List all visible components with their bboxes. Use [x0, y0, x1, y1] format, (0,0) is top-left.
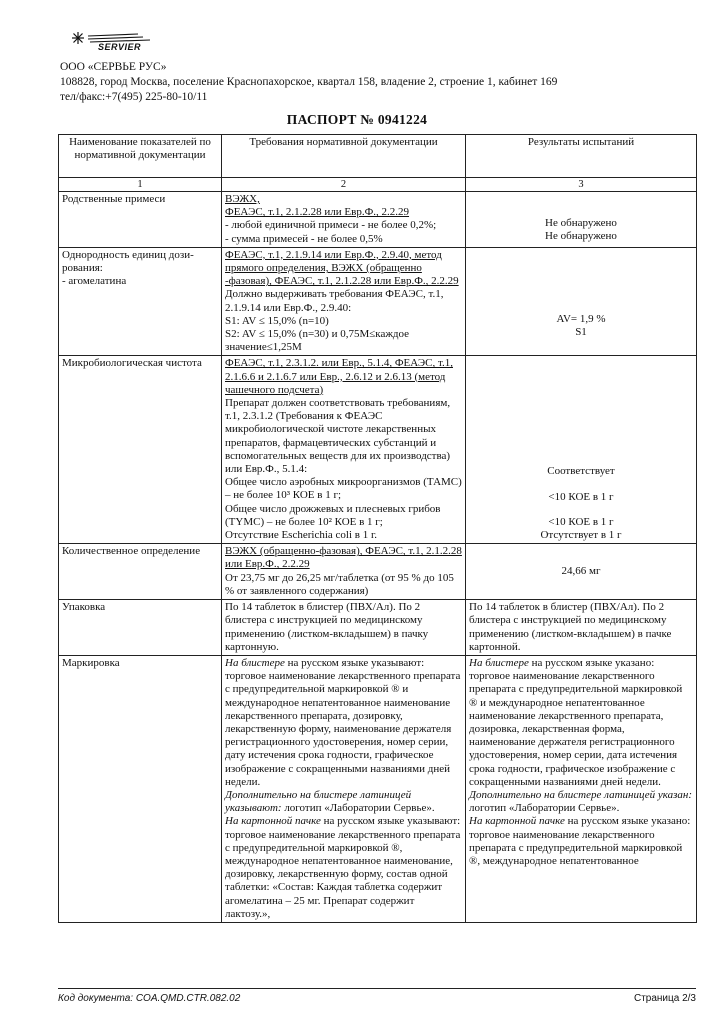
uniformity-req-2: Должно выдерживать требования ФЕАЭС, т.1, 2.1.9.14 или Евр.Ф., 2.9.40: — [225, 288, 444, 314]
marking-res-latin-text: логотип «Лаборатории Сервье». — [469, 802, 620, 815]
marking-res-carton-label: На картонной пачке — [469, 815, 565, 828]
related-req-line1: ВЭЖХ, — [225, 193, 260, 205]
marking-res-carton-text: на русском языке указано: торговое наименование лекарственного препарата с предупредительной маркировкой ®, международное непатентованное — [469, 815, 691, 867]
uniformity-result-av: AV= 1,9 % — [556, 312, 606, 325]
marking-req-blister-label: На блистере — [225, 656, 285, 669]
table-header-row — [59, 135, 697, 178]
header-results: Результаты испытаний — [466, 135, 697, 178]
quant-req-1: ВЭЖХ (обращенно-фазовая), ФЕАЭС, т.1, 2.1.2.28 или Евр.Ф., 2.2.29 — [225, 545, 462, 571]
related-req-line2: ФЕАЭС, т.1, 2.1.2.28 или Евр.Ф., 2.2.29 — [225, 206, 410, 219]
micro-requirements — [222, 356, 466, 544]
marking-name: Маркировка — [59, 655, 222, 922]
table-row-assay — [59, 544, 697, 600]
related-result-1: Не обнаружено — [545, 217, 617, 229]
micro-result-4: Отсутствует в 1 г — [540, 529, 622, 542]
marking-req-latin-text: логотип «Лаборатории Сервье». — [281, 802, 435, 815]
servier-logo — [58, 30, 178, 58]
uniformity-result-stage: S1 — [575, 326, 587, 339]
marking-requirements — [222, 655, 466, 922]
micro-result-1: Соответствует — [547, 465, 615, 478]
related-requirements — [222, 192, 466, 248]
uniformity-name-line3: - агомелатина — [62, 275, 127, 288]
quant-requirements — [222, 544, 466, 600]
pack-result: По 14 таблеток в блистер (ПВХ/Ал). По 2 блистера с инструкцией по медицинскому применению (листком-вкладышем) в пачке картонной. — [466, 600, 697, 656]
uniformity-name — [59, 247, 222, 356]
quant-name: Количественное определение — [59, 544, 222, 600]
pack-requirements: По 14 таблеток в блистер (ПВХ/Ал). По 2 блистера с инструкцией по медицинскому применению (листком-вкладышем) в пачку картонную. — [222, 600, 466, 656]
marking-results — [466, 655, 697, 922]
table-row-uniformity — [59, 247, 697, 356]
document-code: Код документа: COA.QMD.CTR.082.02 — [58, 993, 241, 1004]
marking-req-blister-text: на русском языке указывают: торговое наименование лекарственного препарата с предупредительной маркировкой ® и международное непатентованное наименование лекарственного препарата, дозировку, лекарственную форму, наименование держателя регистрационного удостоверения, номер серии, дату истечения срока годности, графическое изображение с сокращенными названиями дней недели. — [225, 656, 461, 788]
uniformity-name-line1: Однородность единиц дози- — [62, 248, 194, 261]
marking-req-carton-label: На картонной пачке — [225, 815, 321, 828]
pack-name: Упаковка — [59, 600, 222, 656]
micro-results — [466, 356, 697, 544]
company-address: 108828, город Москва, поселение Краснопахорское, квартал 158, владение 2, строение 1, кабинет 169 — [60, 76, 558, 88]
passport-title: ПАСПОРТ № 0941224 — [286, 112, 428, 127]
micro-req-1: ФЕАЭС, т.1, 2.3.1.2. или Евр., 5.1.4, ФЕАЭС, т.1, 2.1.6.6 и 2.1.6.7 или Евр., 2.6.12 и 2.6.13 (метод чашечного подсчета) — [225, 357, 453, 396]
table-row-packaging — [59, 600, 697, 656]
marking-res-latin-label: Дополнительно на блистере латиницей указан: — [469, 788, 693, 801]
column-number-1: 1 — [59, 178, 222, 192]
table-row-microbiology — [59, 356, 697, 544]
marking-res-blister-text: на русском языке указано: торговое наименование лекарственного препарата с предупредительной маркировкой ® и международное непатентованное наименование лекарственного препарата, дозировка, лекарственная форма, наименование держателя регистрационного удостоверения, номер серии, дата истечения срока годности, графическое изображение с сокращенными названиями дней недели. — [469, 656, 683, 788]
column-number-2: 2 — [222, 178, 466, 192]
micro-req-3: Общее число аэробных микроорганизмов (ТАМС) – не более 10³ КОЕ в 1 г; — [225, 476, 462, 502]
uniformity-req-1: ФЕАЭС, т.1, 2.1.9.14 или Евр.Ф., 2.9.40, метод прямого определения, ВЭЖХ (обращенно -фазовая), ФЕАЭС, т.1, 2.1.2.28 или Евр.Ф., 2.2.29 — [225, 248, 459, 288]
company-phone: тел/факс:+7(495) 225-80-10/11 — [60, 91, 208, 103]
marking-req-carton-text: на русском языке указывают: торговое наименование лекарственного препарата с предупредительной маркировкой ®, международное непатентованное наименование, дозировку, лекарственную форму, состав одной таблетки: «Состав: Каждая таблетка содержит агомелатина – 25 мг. Препарат содержит лактозу.», — [225, 815, 461, 920]
table-number-row — [59, 178, 697, 192]
micro-name: Микробиологическая чистота — [59, 356, 222, 544]
passport-table — [58, 134, 697, 923]
quant-req-2: От 23,75 мг до 26,25 мг/таблетка (от 95 % до 105 % от заявленного содержания) — [225, 571, 454, 597]
marking-req-latin-label: Дополнительно на блистере латиницей указывают: — [225, 788, 412, 815]
uniformity-requirements — [222, 247, 466, 356]
related-results — [466, 192, 697, 248]
marking-res-blister-label: На блистере — [469, 656, 529, 669]
uniformity-results — [466, 247, 697, 356]
table-row-marking — [59, 655, 697, 922]
quant-result: 24,66 мг — [466, 544, 697, 600]
header-parameter: Наименование показателей по нормативной документации — [59, 135, 222, 178]
company-block — [60, 60, 557, 105]
header-requirements: Требования нормативной документации — [222, 135, 466, 178]
column-number-3: 3 — [466, 178, 697, 192]
related-req-line3: - любой единичной примеси - не более 0,2%; — [225, 219, 437, 232]
table-row-related-impurities — [59, 192, 697, 248]
page-number: Страница 2/3 — [633, 993, 696, 1004]
micro-result-3: <10 КОЕ в 1 г — [548, 515, 614, 528]
micro-req-2: Препарат должен соответствовать требованиям, т.1, 2.3.1.2 (Требования к ФЕАЭС микробиологической чистоте лекарственных препаратов, фармацевтических субстанций и вспомогательных веществ для их производства) или Евр.Ф., 5.1.4: — [225, 397, 451, 476]
related-req-line4: - сумма примесей - не более 0,5% — [225, 232, 383, 245]
logo-brand-text: SERVIER — [98, 42, 142, 52]
uniformity-req-4: S2: AV ≤ 15,0% (n=30) и 0,75М≤каждое значение≤1,25М — [225, 328, 410, 354]
company-name: ООО «СЕРВЬЕ РУС» — [60, 61, 167, 73]
uniformity-name-line2: рования: — [62, 262, 103, 275]
related-name: Родственные примеси — [59, 192, 222, 248]
uniformity-req-3: S1: AV ≤ 15,0% (n=10) — [225, 314, 329, 327]
related-result-2: Не обнаружено — [545, 230, 617, 243]
micro-result-2: <10 КОЕ в 1 г — [548, 490, 614, 503]
micro-req-4: Общее число дрожжевых и плесневых грибов (TYMC) – не более 10² КОЕ в 1 г; — [225, 502, 441, 528]
page-footer — [58, 988, 696, 1004]
micro-req-5: Отсутствие Escherichia coli в 1 г. — [225, 529, 377, 542]
